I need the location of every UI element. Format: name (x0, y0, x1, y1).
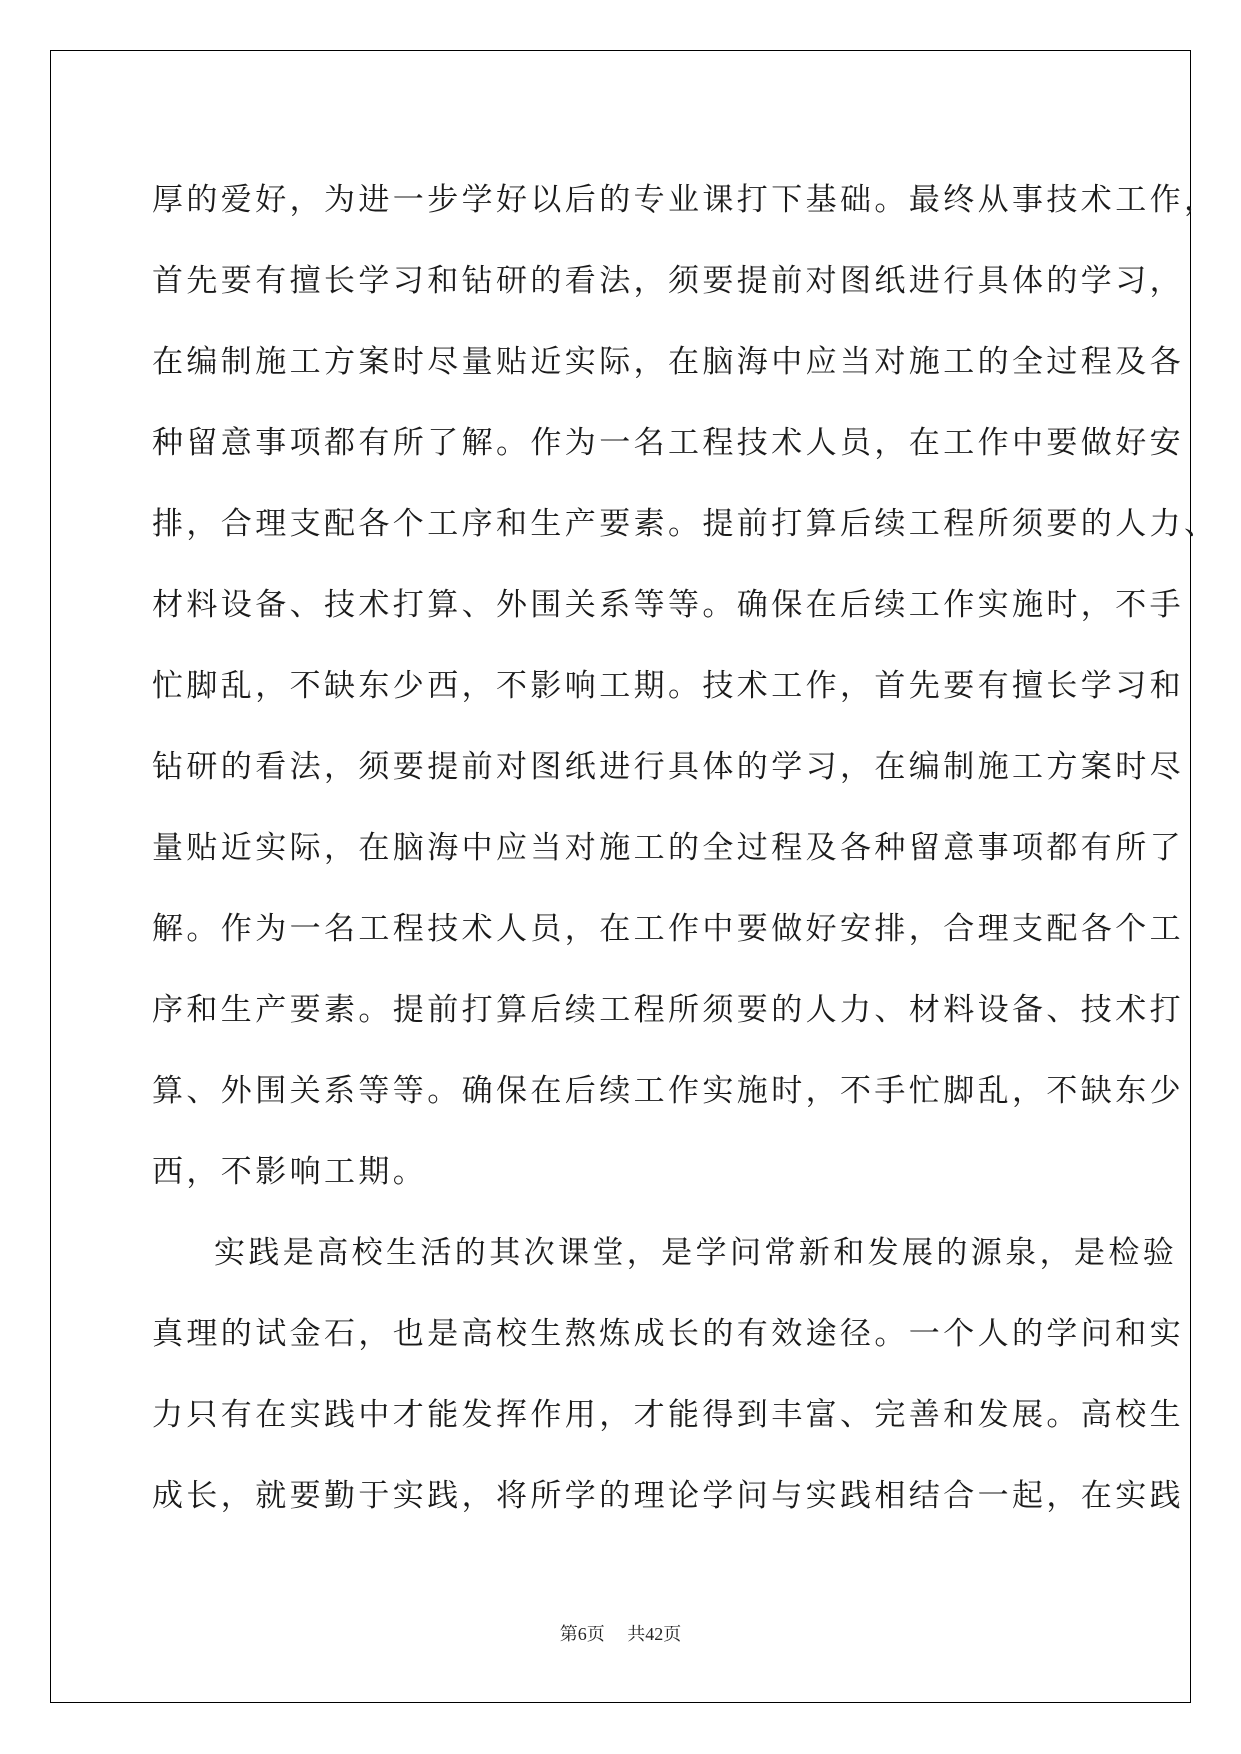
text-line: 成长，就要勤于实践，将所学的理论学问与实践相结合一起，在实践 (152, 1478, 1184, 1514)
total-pages: 共42页 (627, 1624, 682, 1644)
page-footer (0, 1620, 1241, 1646)
text-line: 量贴近实际，在脑海中应当对施工的全过程及各种留意事项都有所了 (152, 830, 1184, 866)
text-line: 真理的试金石，也是高校生熬炼成长的有效途径。一个人的学问和实 (152, 1316, 1184, 1352)
text-line: 种留意事项都有所了解。作为一名工程技术人员，在工作中要做好安 (152, 425, 1184, 461)
text-line: 材料设备、技术打算、外围关系等等。确保在后续工作实施时，不手 (152, 587, 1184, 623)
text-line: 排，合理支配各个工序和生产要素。提前打算后续工程所须要的人力、 (152, 506, 1219, 542)
text-line: 算、外围关系等等。确保在后续工作实施时，不手忙脚乱，不缺东少 (152, 1073, 1184, 1109)
page-number: 第6页 (559, 1624, 605, 1644)
text-line: 力只有在实践中才能发挥作用，才能得到丰富、完善和发展。高校生 (152, 1397, 1184, 1433)
text-line: 首先要有擅长学习和钻研的看法，须要提前对图纸进行具体的学习， (152, 263, 1184, 299)
text-line: 忙脚乱，不缺东少西，不影响工期。技术工作，首先要有擅长学习和 (152, 668, 1184, 704)
text-line: 厚的爱好，为进一步学好以后的专业课打下基础。最终从事技术工作， (152, 182, 1219, 218)
text-line: 西，不影响工期。 (152, 1154, 428, 1190)
text-line: 钻研的看法，须要提前对图纸进行具体的学习，在编制施工方案时尽 (152, 749, 1184, 785)
document-body (152, 160, 1219, 1537)
text-line: 序和生产要素。提前打算后续工程所须要的人力、材料设备、技术打 (152, 992, 1184, 1028)
text-line: 解。作为一名工程技术人员，在工作中要做好安排，合理支配各个工 (152, 911, 1184, 947)
text-line: 在编制施工方案时尽量贴近实际，在脑海中应当对施工的全过程及各 (152, 344, 1184, 380)
paragraph-first-line: 实践是高校生活的其次课堂，是学问常新和发展的源泉，是检验 (214, 1235, 1178, 1271)
